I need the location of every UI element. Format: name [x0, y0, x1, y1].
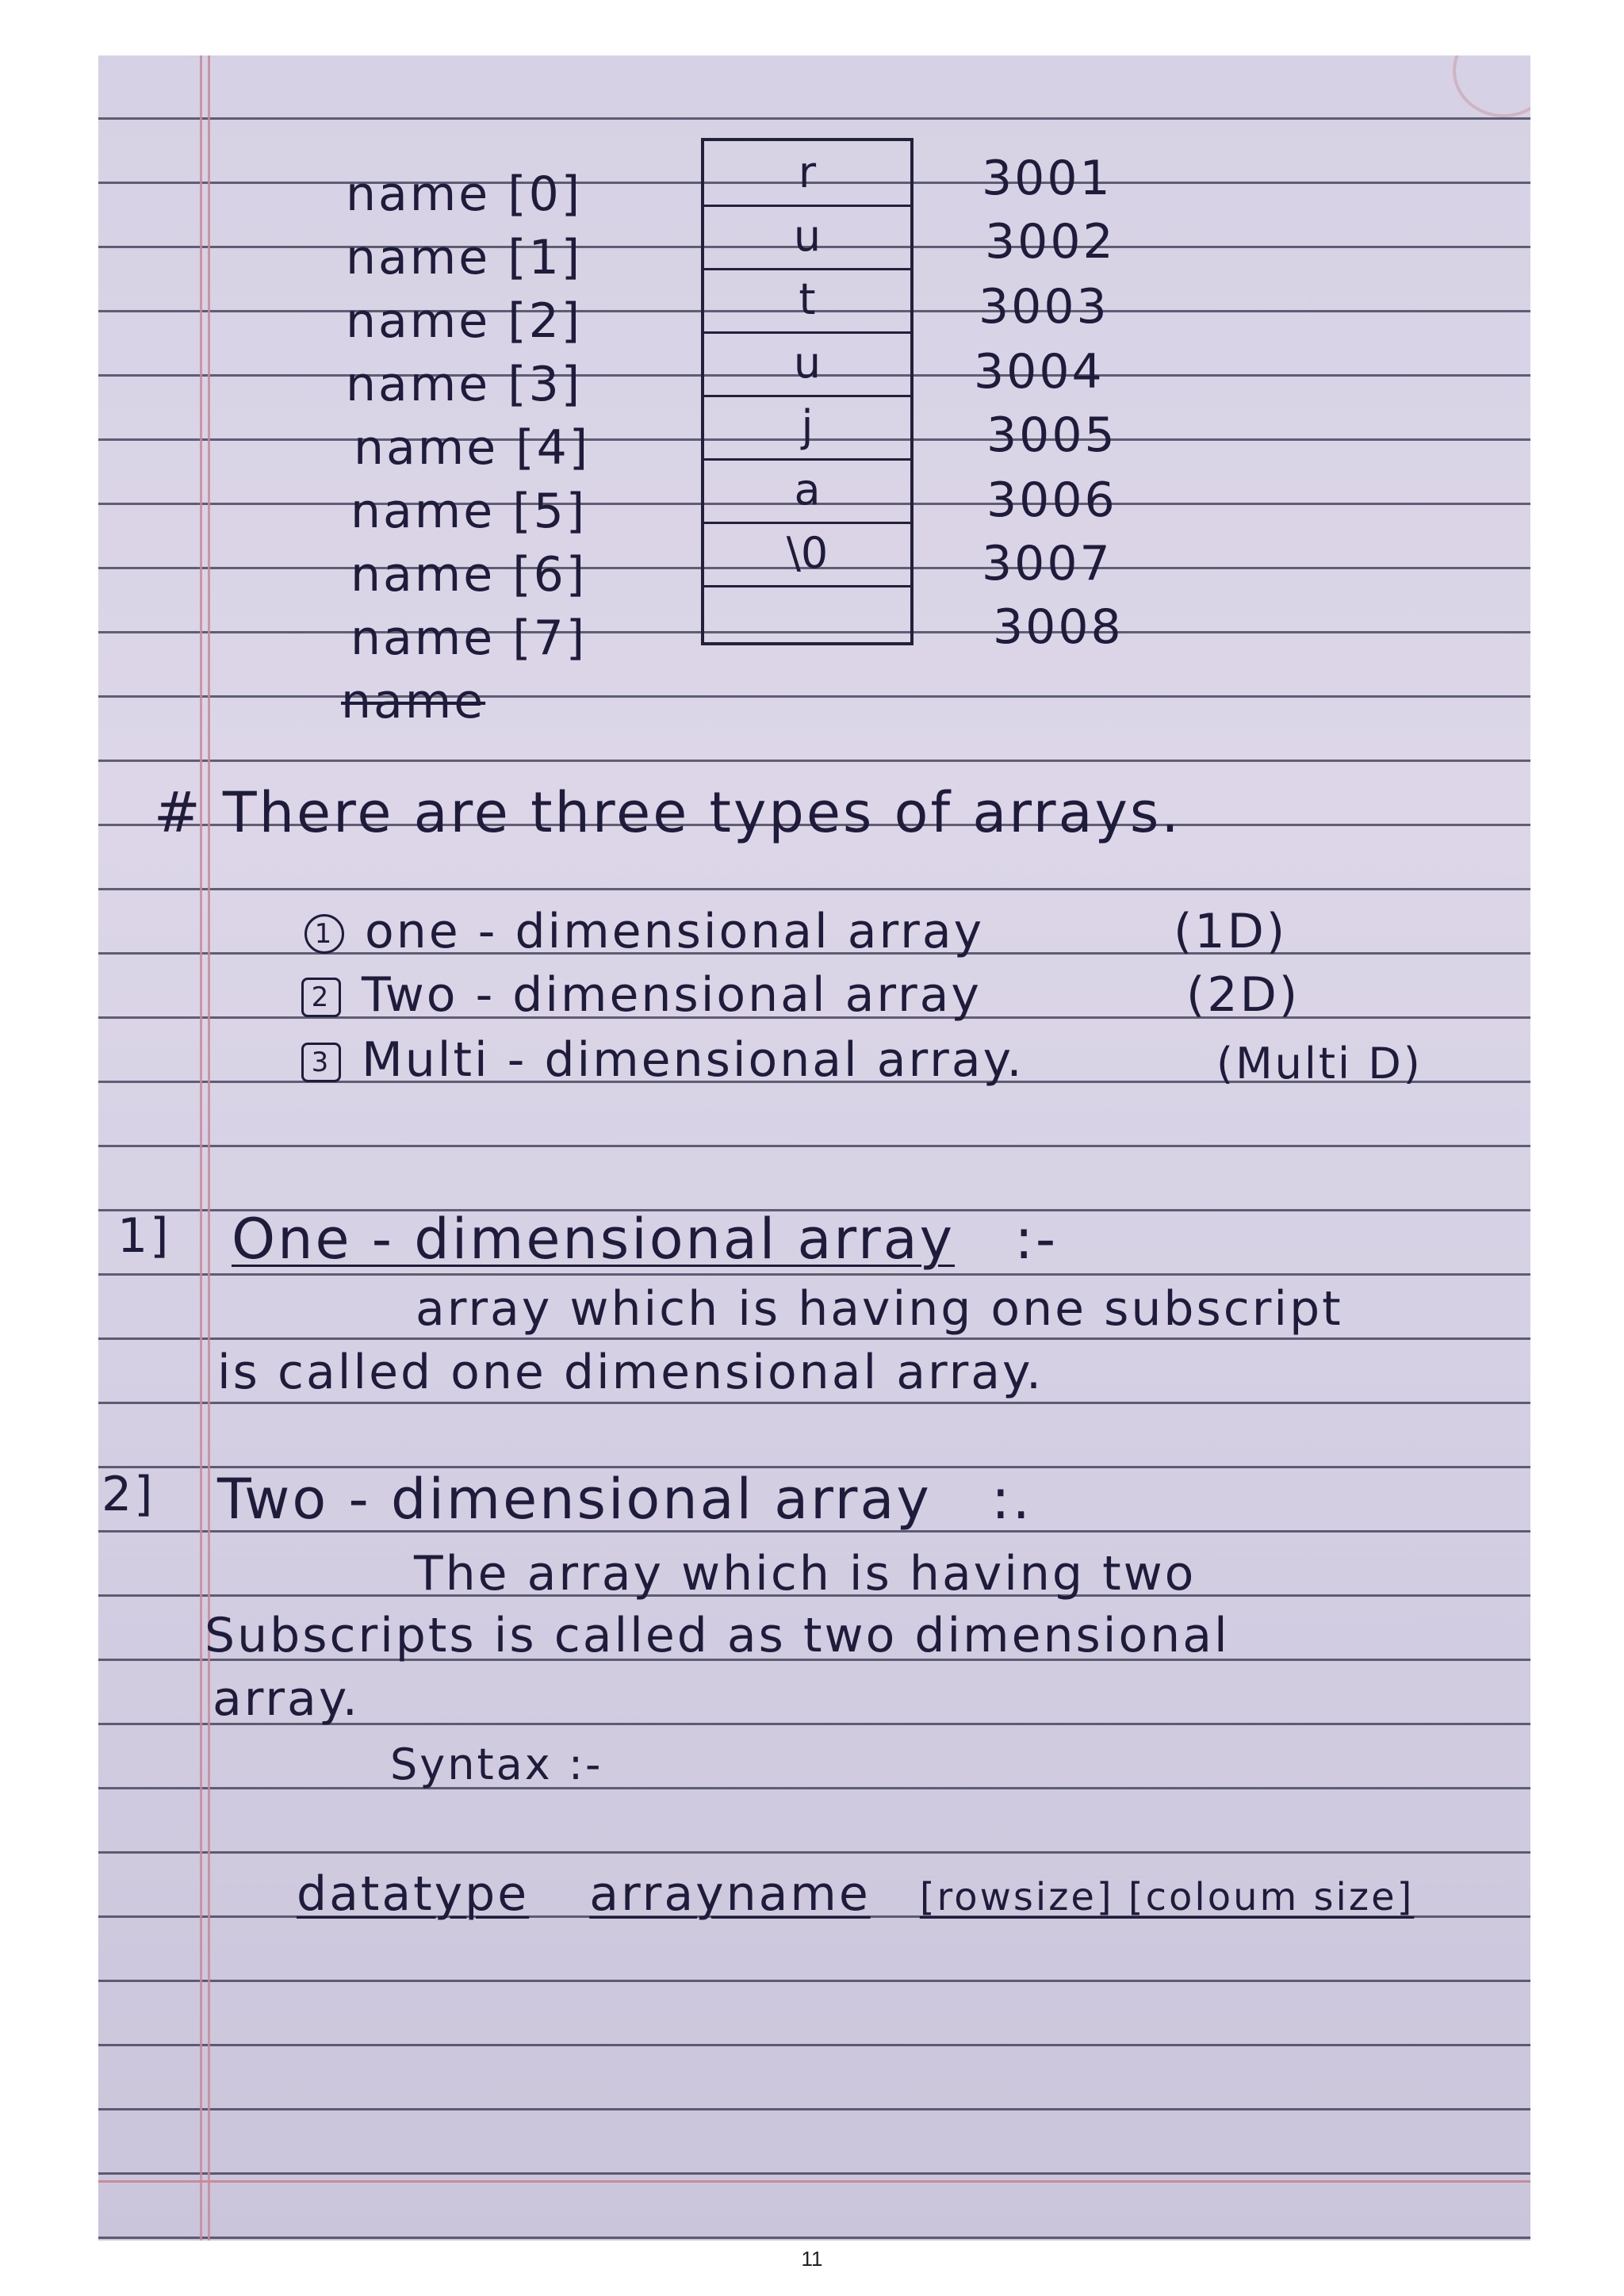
- memory-cell: r: [704, 141, 910, 207]
- syntax-arrayname: arrayname: [589, 1866, 871, 1922]
- memory-cell: a: [704, 458, 910, 524]
- array-index-label: name [1]: [346, 230, 583, 285]
- memory-address: 3008: [993, 599, 1124, 655]
- array-index-label: name [5]: [350, 484, 588, 539]
- number-box-icon: 3: [301, 1043, 341, 1082]
- memory-cell: j: [704, 395, 910, 461]
- syntax-datatype: datatype: [297, 1866, 530, 1922]
- array-index-label: name [4]: [354, 420, 591, 476]
- memory-address: 3001: [982, 151, 1113, 206]
- memory-cell: [704, 585, 910, 649]
- margin-line: [208, 55, 210, 2241]
- array-type-abbr: (2D): [1186, 967, 1300, 1023]
- array-index-label: name [0]: [346, 166, 583, 222]
- array-type-item: [301, 1032, 1025, 1088]
- memory-address: 3004: [974, 344, 1105, 400]
- memory-address: 3005: [986, 408, 1117, 463]
- array-type-text: Two - dimensional array: [362, 967, 982, 1023]
- memory-address: 3003: [979, 279, 1109, 335]
- margin-line: [200, 55, 202, 2241]
- number-circle-icon: 1: [304, 914, 344, 954]
- page-number: 11: [801, 2247, 823, 2271]
- array-type-text: Multi - dimensional array.: [362, 1032, 1025, 1088]
- section-title-text: Two - dimensional array: [217, 1467, 932, 1532]
- memory-address: 3007: [982, 536, 1113, 591]
- section-number: 1]: [117, 1208, 171, 1264]
- page-curl: [1453, 55, 1530, 117]
- section-title-text: One - dimensional array: [232, 1207, 956, 1272]
- array-type-abbr: (Multi D): [1216, 1039, 1423, 1089]
- syntax-line: [297, 1866, 1414, 1922]
- array-type-item: [304, 904, 984, 959]
- syntax-label: Syntax :-: [390, 1739, 603, 1789]
- definition-line: is called one dimensional array.: [217, 1345, 1044, 1400]
- memory-cells-box: [701, 138, 914, 645]
- array-index-label: name [2]: [346, 293, 583, 349]
- definition-line: The array which is having two: [414, 1546, 1197, 1601]
- definition-line: array.: [213, 1671, 360, 1727]
- section-title: [232, 1207, 1058, 1272]
- section-title-suffix: :-: [1014, 1207, 1059, 1272]
- memory-cell: u: [704, 205, 910, 270]
- memory-cell: \0: [704, 522, 910, 587]
- bottom-margin-line: [98, 2180, 1530, 2183]
- memory-cell: u: [704, 331, 910, 397]
- array-type-item: [301, 967, 982, 1023]
- notebook-page: [98, 55, 1530, 2241]
- section-title-suffix: :.: [991, 1467, 1032, 1532]
- memory-address: 3002: [985, 214, 1116, 270]
- struck-word: name: [341, 674, 486, 729]
- array-index-label: name [3]: [346, 357, 583, 412]
- array-type-abbr: (1D): [1174, 904, 1288, 959]
- memory-address: 3006: [986, 473, 1117, 528]
- array-index-label: name [6]: [350, 547, 588, 603]
- types-heading: # There are three types of arrays.: [154, 780, 1182, 845]
- number-box-icon: 2: [301, 978, 341, 1017]
- array-type-text: one - dimensional array: [365, 904, 985, 959]
- section-number: 2]: [102, 1467, 155, 1522]
- syntax-dimensions: [rowsize] [coloum size]: [919, 1875, 1415, 1919]
- definition-line: Subscripts is called as two dimensional: [205, 1608, 1230, 1663]
- definition-line: array which is having one subscript: [416, 1281, 1343, 1337]
- array-index-label: name [7]: [350, 610, 588, 666]
- memory-cell: t: [704, 268, 910, 334]
- section-title: [217, 1467, 1032, 1532]
